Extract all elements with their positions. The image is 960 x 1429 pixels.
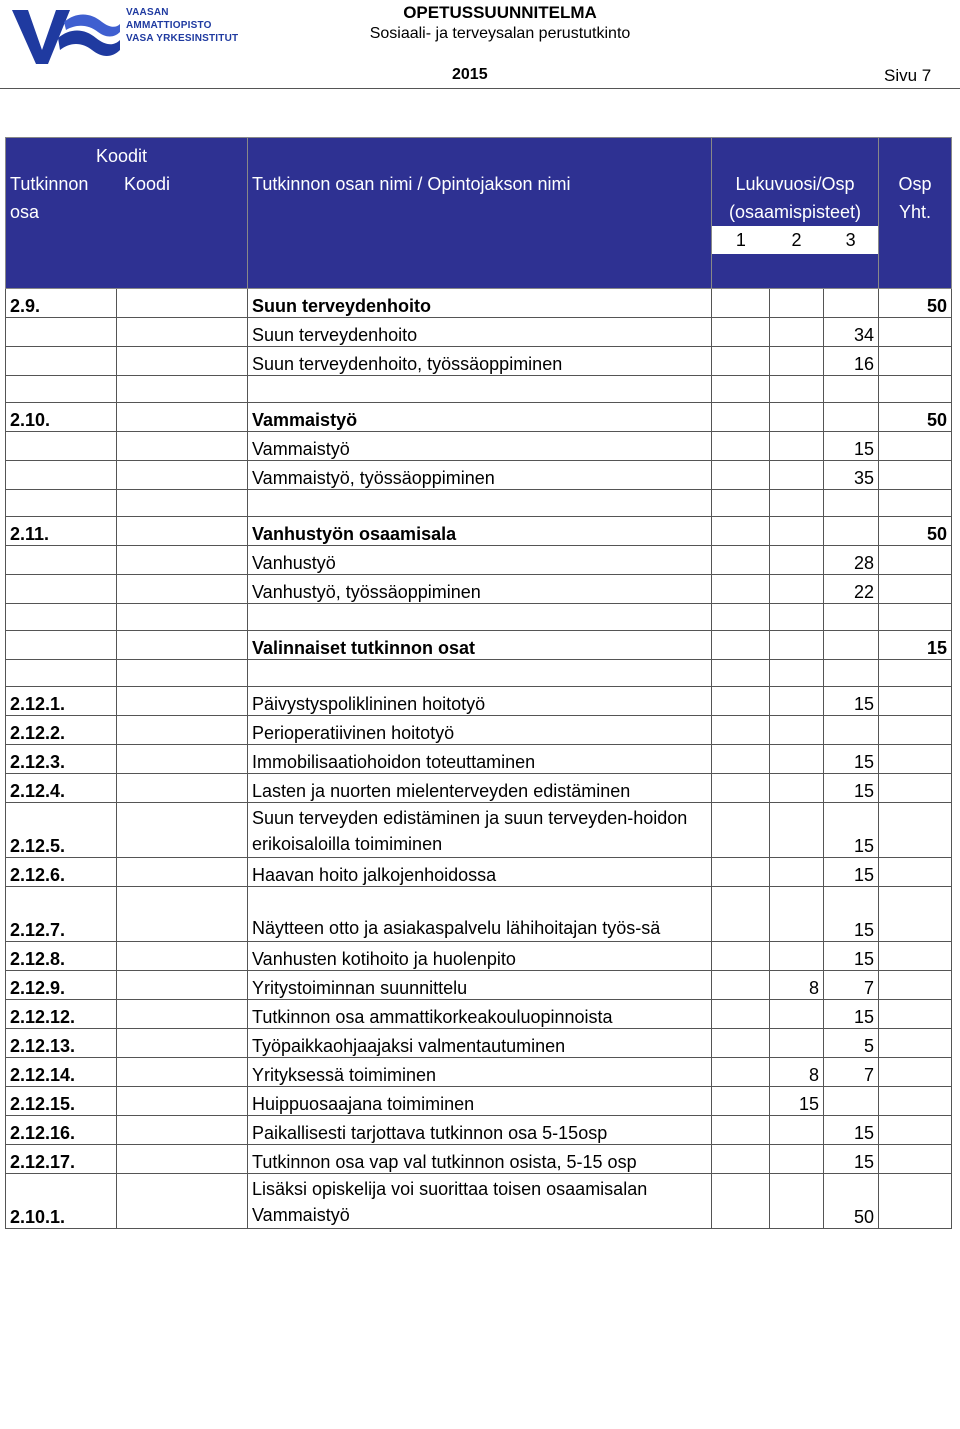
header-total: Osp Yht.	[898, 174, 932, 222]
row-koodi	[117, 289, 248, 318]
row-total	[879, 858, 952, 887]
row-year-2	[770, 347, 824, 376]
row-name: Vanhustyö	[248, 546, 712, 575]
row-year-3: 34	[824, 318, 879, 347]
row-name: Valinnaiset tutkinnon osat	[248, 631, 712, 660]
table-row	[6, 403, 952, 432]
row-year-1	[712, 546, 770, 575]
row-koodi	[117, 803, 248, 858]
table-row	[6, 1116, 952, 1145]
row-koodi	[117, 1087, 248, 1116]
row-year-1	[712, 631, 770, 660]
row-year-3: 28	[824, 546, 879, 575]
row-year-2	[770, 490, 824, 517]
header-koodi: Koodi	[124, 174, 171, 194]
row-total	[879, 1000, 952, 1029]
header-tutkinnon-osa: Tutkinnon osa	[10, 174, 89, 222]
row-year-2	[770, 575, 824, 604]
header-year-2: 2	[791, 230, 802, 250]
header-year-3: 3	[845, 230, 856, 250]
row-name: Vammaistyö	[248, 403, 712, 432]
row-total	[879, 687, 952, 716]
table-row	[6, 942, 952, 971]
empty-row	[6, 490, 952, 517]
row-year-2	[770, 803, 824, 858]
table-row	[6, 347, 952, 376]
row-name: Suun terveydenhoito, työssäoppiminen	[248, 347, 712, 376]
row-code: 2.12.8.	[6, 942, 117, 971]
table-header-row	[6, 138, 952, 289]
row-koodi	[117, 432, 248, 461]
empty-row	[6, 376, 952, 403]
row-total	[879, 318, 952, 347]
row-name: Näytteen otto ja asiakaspalvelu lähihoitajan työs-sä	[248, 887, 712, 942]
row-koodi	[117, 745, 248, 774]
row-total	[879, 604, 952, 631]
row-total	[879, 376, 952, 403]
row-code	[6, 490, 117, 517]
row-code: 2.12.6.	[6, 858, 117, 887]
row-year-1	[712, 1116, 770, 1145]
row-code: 2.12.14.	[6, 1058, 117, 1087]
row-code	[6, 347, 117, 376]
row-total	[879, 1145, 952, 1174]
table-row	[6, 774, 952, 803]
table-row	[6, 461, 952, 490]
row-year-3: 15	[824, 1145, 879, 1174]
row-koodi	[117, 1058, 248, 1087]
row-year-1	[712, 575, 770, 604]
row-year-1	[712, 1087, 770, 1116]
row-year-2	[770, 942, 824, 971]
row-total: 50	[879, 403, 952, 432]
row-name: Yrityksessä toimiminen	[248, 1058, 712, 1087]
document-title: OPETUSSUUNNITELMA	[403, 3, 597, 22]
row-year-3: 15	[824, 858, 879, 887]
row-code: 2.12.3.	[6, 745, 117, 774]
row-total	[879, 716, 952, 745]
row-year-1	[712, 858, 770, 887]
row-koodi	[117, 376, 248, 403]
row-year-2: 8	[770, 1058, 824, 1087]
row-year-2	[770, 1174, 824, 1229]
row-name	[248, 376, 712, 403]
row-year-3	[824, 403, 879, 432]
row-year-1	[712, 490, 770, 517]
row-year-2	[770, 1145, 824, 1174]
row-year-3: 15	[824, 1116, 879, 1145]
row-year-2	[770, 517, 824, 546]
row-koodi	[117, 631, 248, 660]
row-year-3: 15	[824, 942, 879, 971]
row-code: 2.10.1.	[6, 1174, 117, 1229]
row-koodi	[117, 490, 248, 517]
row-year-2	[770, 289, 824, 318]
row-year-1	[712, 432, 770, 461]
row-name: Perioperatiivinen hoitotyö	[248, 716, 712, 745]
row-year-3: 15	[824, 774, 879, 803]
row-code: 2.12.1.	[6, 687, 117, 716]
row-name: Vammaistyö, työssäoppiminen	[248, 461, 712, 490]
row-total	[879, 660, 952, 687]
row-year-2	[770, 318, 824, 347]
row-year-1	[712, 376, 770, 403]
row-code: 2.12.5.	[6, 803, 117, 858]
row-name: Vanhustyön osaamisala	[248, 517, 712, 546]
row-year-1	[712, 971, 770, 1000]
table-row	[6, 887, 952, 942]
row-code	[6, 546, 117, 575]
row-total	[879, 1029, 952, 1058]
row-year-2	[770, 687, 824, 716]
row-name	[248, 490, 712, 517]
row-koodi	[117, 660, 248, 687]
row-total	[879, 803, 952, 858]
row-year-2	[770, 1000, 824, 1029]
row-year-2	[770, 432, 824, 461]
row-koodi	[117, 347, 248, 376]
row-code: 2.12.2.	[6, 716, 117, 745]
row-year-3: 16	[824, 347, 879, 376]
table-row	[6, 1174, 952, 1229]
row-code: 2.12.16.	[6, 1116, 117, 1145]
row-name: Huippuosaajana toimiminen	[248, 1087, 712, 1116]
row-name	[248, 604, 712, 631]
row-year-2	[770, 716, 824, 745]
row-name: Vanhusten kotihoito ja huolenpito	[248, 942, 712, 971]
table-row	[6, 716, 952, 745]
row-name: Työpaikkaohjaajaksi valmentautuminen	[248, 1029, 712, 1058]
row-year-2	[770, 660, 824, 687]
table-row	[6, 1145, 952, 1174]
table-row	[6, 631, 952, 660]
table-row	[6, 971, 952, 1000]
row-year-3: 15	[824, 745, 879, 774]
row-year-3	[824, 716, 879, 745]
row-year-1	[712, 1058, 770, 1087]
row-year-1	[712, 887, 770, 942]
row-year-2	[770, 887, 824, 942]
row-year-1	[712, 604, 770, 631]
row-year-1	[712, 1174, 770, 1229]
row-koodi	[117, 1000, 248, 1029]
header-codes-label: Koodit	[96, 146, 148, 166]
row-koodi	[117, 774, 248, 803]
row-name: Lasten ja nuorten mielenterveyden edistäminen	[248, 774, 712, 803]
header-years-cell	[712, 138, 879, 289]
table-row	[6, 745, 952, 774]
row-koodi	[117, 575, 248, 604]
row-code: 2.10.	[6, 403, 117, 432]
row-code: 2.12.17.	[6, 1145, 117, 1174]
row-koodi	[117, 318, 248, 347]
row-year-2	[770, 1116, 824, 1145]
row-name	[248, 660, 712, 687]
row-year-1	[712, 1145, 770, 1174]
row-code: 2.12.13.	[6, 1029, 117, 1058]
row-koodi	[117, 1029, 248, 1058]
row-year-3: 22	[824, 575, 879, 604]
row-year-3: 15	[824, 432, 879, 461]
row-total	[879, 1116, 952, 1145]
row-year-2	[770, 631, 824, 660]
row-year-3: 15	[824, 803, 879, 858]
row-year-3	[824, 631, 879, 660]
row-year-3: 7	[824, 1058, 879, 1087]
row-year-1	[712, 517, 770, 546]
logo-line-2: VASA YRKESINSTITUT	[126, 33, 239, 44]
row-total	[879, 971, 952, 1000]
row-name: Tutkinnon osa vap val tutkinnon osista, 5-15 osp	[248, 1145, 712, 1174]
row-code: 2.12.9.	[6, 971, 117, 1000]
curriculum-table	[5, 137, 952, 1229]
row-total	[879, 432, 952, 461]
row-year-2	[770, 1029, 824, 1058]
row-code: 2.9.	[6, 289, 117, 318]
row-year-1	[712, 347, 770, 376]
header-divider	[0, 88, 960, 89]
table-row	[6, 432, 952, 461]
row-year-1	[712, 803, 770, 858]
row-total: 15	[879, 631, 952, 660]
row-code	[6, 660, 117, 687]
row-year-1	[712, 403, 770, 432]
row-year-2	[770, 376, 824, 403]
row-year-2	[770, 403, 824, 432]
row-year-2	[770, 858, 824, 887]
logo-line-1: VAASAN AMMATTIOPISTO	[126, 7, 212, 31]
row-koodi	[117, 858, 248, 887]
row-year-1	[712, 318, 770, 347]
row-name: Haavan hoito jalkojenhoidossa	[248, 858, 712, 887]
wave-logo-icon	[8, 4, 123, 66]
table-row	[6, 1000, 952, 1029]
table-row	[6, 687, 952, 716]
row-name: Lisäksi opiskelija voi suorittaa toisen osaamisalan Vammaistyö	[248, 1174, 712, 1229]
row-year-3	[824, 289, 879, 318]
row-koodi	[117, 942, 248, 971]
row-year-3	[824, 604, 879, 631]
row-name: Vanhustyö, työssäoppiminen	[248, 575, 712, 604]
row-total	[879, 1174, 952, 1229]
table-row	[6, 1029, 952, 1058]
row-year-3	[824, 376, 879, 403]
table-row	[6, 517, 952, 546]
row-name: Suun terveyden edistäminen ja suun terveyden-hoidon erikoisaloilla toimiminen	[248, 803, 712, 858]
row-total: 50	[879, 289, 952, 318]
row-year-3	[824, 490, 879, 517]
row-total	[879, 1058, 952, 1087]
row-year-1	[712, 687, 770, 716]
row-year-1	[712, 942, 770, 971]
table-row	[6, 575, 952, 604]
row-koodi	[117, 461, 248, 490]
row-code: 2.11.	[6, 517, 117, 546]
row-year-1	[712, 716, 770, 745]
row-year-1	[712, 1029, 770, 1058]
row-code: 2.12.12.	[6, 1000, 117, 1029]
row-year-3: 15	[824, 1000, 879, 1029]
row-name: Suun terveydenhoito	[248, 289, 712, 318]
row-name: Tutkinnon osa ammattikorkeakouluopinnoista	[248, 1000, 712, 1029]
header-name: Tutkinnon osan nimi / Opintojakson nimi	[252, 174, 571, 194]
table-row	[6, 858, 952, 887]
header-name-cell	[248, 138, 712, 289]
row-year-3	[824, 660, 879, 687]
row-total	[879, 546, 952, 575]
row-code: 2.12.7.	[6, 887, 117, 942]
row-koodi	[117, 1145, 248, 1174]
row-koodi	[117, 546, 248, 575]
row-year-2	[770, 461, 824, 490]
school-logo	[8, 4, 248, 68]
row-code	[6, 461, 117, 490]
row-year-3	[824, 517, 879, 546]
header-year-1: 1	[735, 230, 746, 250]
row-koodi	[117, 887, 248, 942]
document-subtitle: Sosiaali- ja terveysalan perustutkinto	[369, 25, 631, 42]
row-koodi	[117, 604, 248, 631]
empty-row	[6, 660, 952, 687]
row-koodi	[117, 403, 248, 432]
row-code	[6, 432, 117, 461]
row-total	[879, 347, 952, 376]
row-name: Paikallisesti tarjottava tutkinnon osa 5-15osp	[248, 1116, 712, 1145]
row-year-3: 7	[824, 971, 879, 1000]
row-koodi	[117, 1116, 248, 1145]
row-year-2	[770, 774, 824, 803]
row-name: Vammaistyö	[248, 432, 712, 461]
row-year-1	[712, 660, 770, 687]
table-row	[6, 803, 952, 858]
row-year-2	[770, 604, 824, 631]
row-year-2	[770, 745, 824, 774]
row-year-1	[712, 461, 770, 490]
row-year-2: 15	[770, 1087, 824, 1116]
row-name: Yritystoiminnan suunnittelu	[248, 971, 712, 1000]
row-year-3: 5	[824, 1029, 879, 1058]
row-total: 50	[879, 517, 952, 546]
row-total	[879, 490, 952, 517]
row-year-3: 15	[824, 887, 879, 942]
row-year-1	[712, 745, 770, 774]
row-total	[879, 942, 952, 971]
table-row	[6, 546, 952, 575]
header-codes-cell	[6, 138, 248, 289]
row-code	[6, 575, 117, 604]
row-code: 2.12.4.	[6, 774, 117, 803]
row-koodi	[117, 687, 248, 716]
row-year-2: 8	[770, 971, 824, 1000]
row-year-3: 15	[824, 687, 879, 716]
document-year: 2015	[452, 66, 488, 83]
row-total	[879, 461, 952, 490]
row-total	[879, 575, 952, 604]
row-koodi	[117, 1174, 248, 1229]
row-name: Suun terveydenhoito	[248, 318, 712, 347]
row-name: Immobilisaatiohoidon toteuttaminen	[248, 745, 712, 774]
row-year-1	[712, 289, 770, 318]
page-number: Sivu 7	[884, 66, 932, 85]
row-koodi	[117, 517, 248, 546]
table-row	[6, 1058, 952, 1087]
row-code	[6, 604, 117, 631]
row-total	[879, 745, 952, 774]
table-row	[6, 318, 952, 347]
row-year-3: 50	[824, 1174, 879, 1229]
row-total	[879, 774, 952, 803]
row-total	[879, 887, 952, 942]
row-name: Päivystyspoliklininen hoitotyö	[248, 687, 712, 716]
row-year-1	[712, 1000, 770, 1029]
table-row	[6, 289, 952, 318]
row-code	[6, 376, 117, 403]
curriculum-table-wrapper	[5, 137, 951, 1229]
table-row	[6, 1087, 952, 1116]
row-koodi	[117, 716, 248, 745]
row-year-1	[712, 774, 770, 803]
empty-row	[6, 604, 952, 631]
row-total	[879, 1087, 952, 1116]
header-lukuvuosi: Lukuvuosi/Osp (osaamispisteet)	[728, 174, 862, 222]
row-koodi	[117, 971, 248, 1000]
row-year-3	[824, 1087, 879, 1116]
row-year-2	[770, 546, 824, 575]
row-year-3: 35	[824, 461, 879, 490]
row-code: 2.12.15.	[6, 1087, 117, 1116]
row-code	[6, 318, 117, 347]
row-code	[6, 631, 117, 660]
header-total-cell	[879, 138, 952, 289]
